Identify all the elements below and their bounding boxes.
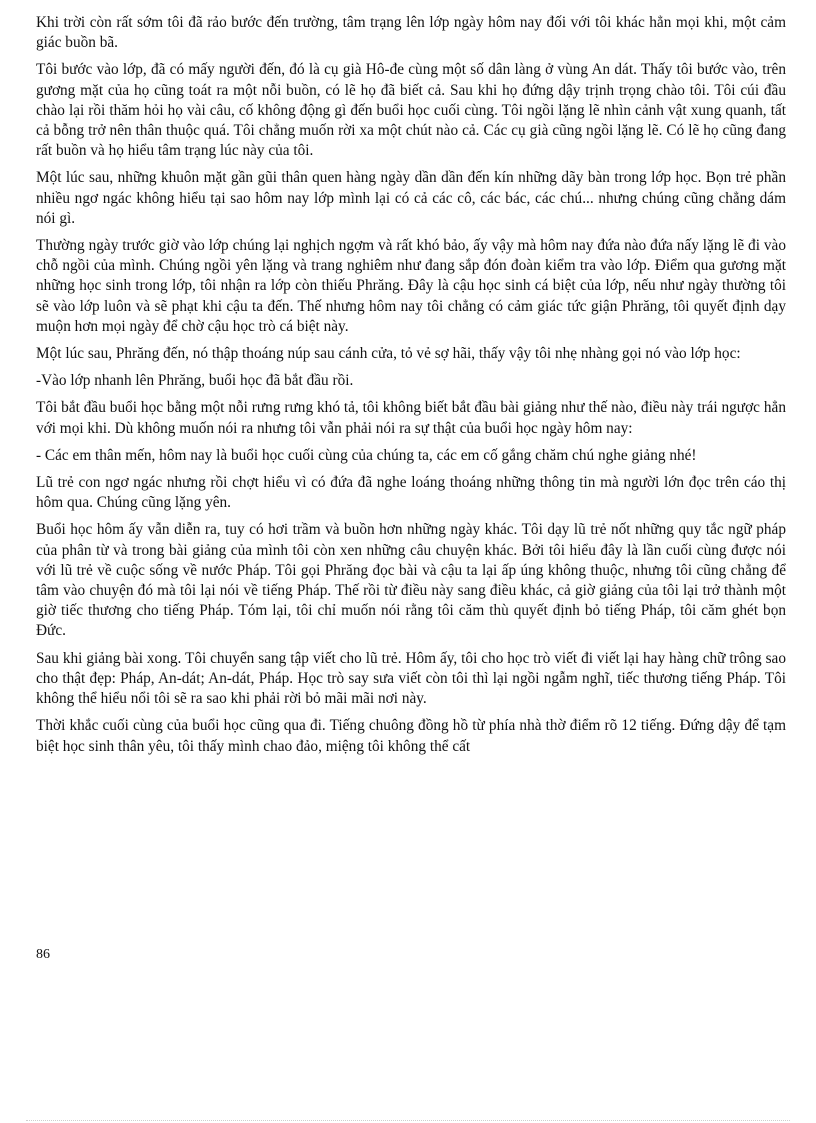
page-number: 86 xyxy=(36,947,50,962)
paragraph-10: Buổi học hôm ấy vẫn diễn ra, tuy có hơi trầm và buồn hơn những ngày khác. Tôi dạy lũ trẻ nốt những quy tắc ngữ pháp của phân từ và trong bài giảng của mình tôi còn xen những câu chuyện khác. Bởi tôi hiểu đây là lần cuối cùng được nói với lũ trẻ về cuộc sống về nước Pháp. Tôi gọi Phrăng đọc bài và cậu ta lại ấp úng không thuộc, nhưng tôi cũng chẳng để tâm vào chuyện đó mà tôi lại nói về tiếng Pháp. Thế rồi từ điều này sang điều khác, cả giờ giảng của tôi lại trở thành một giờ tiếc thương cho tiếng Pháp. Tóm lại, tôi chỉ muốn nói rằng tôi căm thù quyết định bỏ tiếng Pháp, tôi căm ghét bọn Đức. xyxy=(36,521,786,640)
document-body xyxy=(36,13,786,764)
paragraph-2: Tôi bước vào lớp, đã có mấy người đến, đó là cụ già Hô-đe cùng một số dân làng ở vùng An dát. Thấy tôi bước vào, trên gương mặt của họ cũng toát ra một nỗi buồn, có lẽ họ đã biết cả. Sau khi họ đứng dậy trịnh trọng chào tôi. Tôi cúi đầu chào lại rồi thăm hỏi họ vài câu, cố không động gì đến buổi học cuối cùng. Tôi ngồi lặng lẽ nhìn cảnh vật xung quanh, tất cả bỗng trở nên thân thuộc quá. Tôi chẳng muốn rời xa một chút nào cả. Các cụ già cũng ngồi lặng lẽ. Có lẽ họ cũng đang rất buồn và họ hiểu tâm trạng lúc này của tôi. xyxy=(36,61,786,160)
paragraph-6: -Vào lớp nhanh lên Phrăng, buổi học đã bắt đầu rồi. xyxy=(36,372,354,390)
paragraph-8: - Các em thân mến, hôm nay là buổi học cuối cùng của chúng ta, các em cố gắng chăm chú nghe giảng nhé! xyxy=(36,446,697,464)
paragraph-5: Một lúc sau, Phrăng đến, nó thập thoáng núp sau cánh cửa, tỏ vẻ sợ hãi, thấy vậy tôi nhẹ nhàng gọi nó vào lớp học: xyxy=(36,345,741,363)
paragraph-4: Thường ngày trước giờ vào lớp chúng lại nghịch ngợm và rất khó bảo, ấy vậy mà hôm nay đứa nào đứa nấy lặng lẽ đi vào chỗ ngồi của mình. Chúng ngồi yên lặng và trang nghiêm như đang sắp đón đoàn kiểm tra vào lớp. Điểm qua gương mặt những học sinh trong lớp, tôi nhận ra lớp còn thiếu Phrăng. Đây là cậu học sinh cá biệt của lớp, nếu như ngày thường tôi sẽ vào lớp luôn và sẽ phạt khi cậu ta đến. Thế nhưng hôm nay tôi chẳng có cảm giác tức giận Phrăng, tôi quyết định dạy muộn hơn mọi ngày để chờ cậu học trò cá biệt này. xyxy=(36,237,786,335)
paragraph-1: Khi trời còn rất sớm tôi đã rảo bước đến trường, tâm trạng lên lớp ngày hôm nay đối với tôi khác hẳn mọi khi, một cảm giác buồn bã. xyxy=(36,14,786,52)
paragraph-7: Tôi bắt đầu buổi học bằng một nỗi rưng rưng khó tả, tôi không biết bắt đầu bài giảng như thế nào, điều này trái ngược hẳn với mọi khi. Dù không muốn nói ra nhưng tôi vẫn phải nói ra sự thật của buổi học ngày hôm nay: xyxy=(36,399,786,437)
page-bottom-divider xyxy=(26,1120,790,1121)
paragraph-12: Thời khắc cuối cùng của buổi học cũng qua đi. Tiếng chuông đồng hồ từ phía nhà thờ điểm rõ 12 tiếng. Đứng dậy để tạm biệt học sinh thân yêu, tôi thấy mình chao đảo, miệng tôi không thể cất xyxy=(36,717,786,755)
paragraph-3: Một lúc sau, những khuôn mặt gần gũi thân quen hàng ngày dần dần đến kín những dãy bàn trong lớp học. Bọn trẻ phần nhiều ngơ ngác không hiểu tại sao hôm nay lớp mình lại có cả các cô, các bác, các chú... nhưng chúng cũng chẳng dám nói gì. xyxy=(36,169,786,227)
paragraph-9: Lũ trẻ con ngơ ngác nhưng rồi chợt hiểu vì có đứa đã nghe loáng thoáng những thông tin mà người lớn đọc trên cáo thị hôm qua. Chúng cũng lặng yên. xyxy=(36,474,786,512)
paragraph-11: Sau khi giảng bài xong. Tôi chuyển sang tập viết cho lũ trẻ. Hôm ấy, tôi cho học trò viết đi viết lại hay hàng chữ trông sao cho thật đẹp: Pháp, An-dát; An-dát, Pháp. Học trò say sưa viết còn tôi thì lại ngồi ngẫm nghĩ, tiếc thương tiếng Pháp. Tôi không thể hiểu nổi tôi sẽ ra sao khi phải rời bỏ mãi mãi nơi này. xyxy=(36,649,786,708)
